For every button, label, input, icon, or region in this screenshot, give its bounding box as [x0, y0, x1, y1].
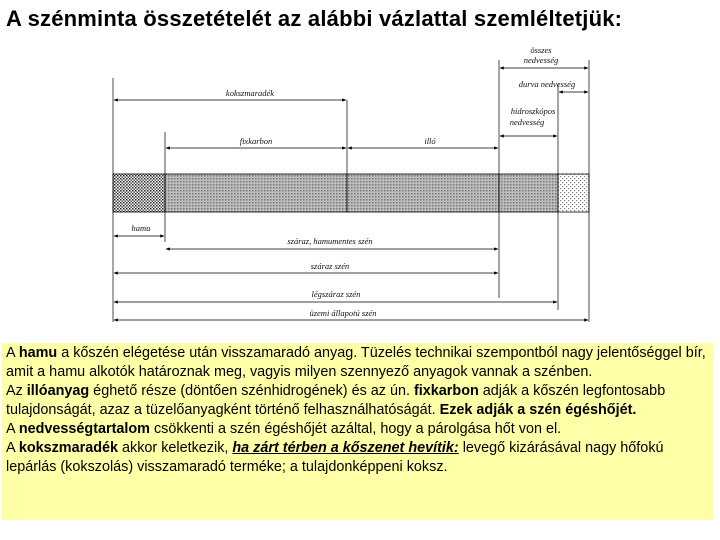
keyword-fixkarbon: fixkarbon — [414, 383, 479, 399]
label-hidroszkopos-nedvesseg: nedvesség — [509, 117, 545, 127]
label-uzemi-szen: üzemi állapotú szén — [309, 308, 377, 318]
text-span: adják a kőszén legfontosabb tulajdonságát, azaz a tüzelőanyagként történő felhasználhatóságát. — [6, 383, 666, 418]
bar-fixkarbon-segment — [165, 174, 347, 212]
composition-bar — [113, 174, 589, 212]
paragraph-nedvesseg — [6, 420, 710, 439]
text-span: levegő kizárásával nagy hőfokú lepárlás (kokszolás) visszamaradó terméke; a tulajdonképpeni koksz. — [6, 440, 664, 475]
keyword-hamu: hamu — [18, 345, 58, 361]
keyword-kokszmaradek: kokszmaradék — [18, 440, 119, 456]
bar-hidroszkopos-segment — [499, 174, 558, 212]
label-szaraz-szen: száraz szén — [310, 261, 350, 271]
label-hidroszkopos: hidroszkópos — [510, 106, 556, 116]
label-legszaraz-szen: légszáraz szén — [311, 289, 361, 299]
paragraph-kokszmaradek — [6, 439, 710, 477]
paragraph-hamu — [6, 344, 710, 382]
label-fixkarbon: fixkarbon — [239, 136, 273, 146]
text-span: A — [6, 421, 19, 437]
label-kokszmaradek: kokszmaradék — [225, 88, 275, 98]
paragraph-illoanyag — [6, 382, 710, 420]
label-hamu: hamu — [131, 223, 151, 233]
label-durva-nedvesseg: durva nedvesség — [518, 79, 576, 89]
text-span: A — [6, 440, 19, 456]
text-span: csökkenti a szén égéshőjét azáltal, hogy a párolgása hőt von el. — [149, 421, 562, 437]
label-szaraz-hamumentes: száraz, hamumentes szén — [287, 236, 373, 246]
bar-hamu-segment — [113, 174, 165, 212]
text-span: a kőszén elégetése után visszamaradó anyag. Tüzelés technikai szempontból nagy jelentőséggel bír, amit a hamu alkotók határoznak meg, vagyis milyen szennyező anyagok vannak a szénben. — [6, 345, 706, 380]
keyword-illoanyag: illóanyag — [26, 383, 90, 399]
explanation-text-box — [2, 343, 714, 520]
label-osszes: összes — [530, 45, 552, 55]
label-illo: illó — [424, 136, 436, 146]
bar-illo-segment — [347, 174, 499, 212]
keyword-nedvessegtartalom: nedvességtartalom — [18, 421, 150, 437]
underlined-phrase: ha zárt térben a kőszenet hevítik: — [232, 440, 459, 456]
text-span: éghető része (döntően szénhidrogének) és az ún. — [89, 383, 414, 399]
bar-durva-segment — [558, 174, 589, 212]
text-span: A — [6, 345, 19, 361]
text-span: akkor keletkezik, — [118, 440, 233, 456]
coal-composition-diagram — [0, 40, 720, 340]
page-title: A szénminta összetételét az alábbi vázlattal szemléltetjük: — [6, 6, 623, 31]
label-nedvesseg-top: nedvesség — [523, 55, 559, 65]
text-span: Az — [6, 383, 27, 399]
keyword-eghő: Ezek adják a szén égéshőjét. — [439, 402, 637, 418]
